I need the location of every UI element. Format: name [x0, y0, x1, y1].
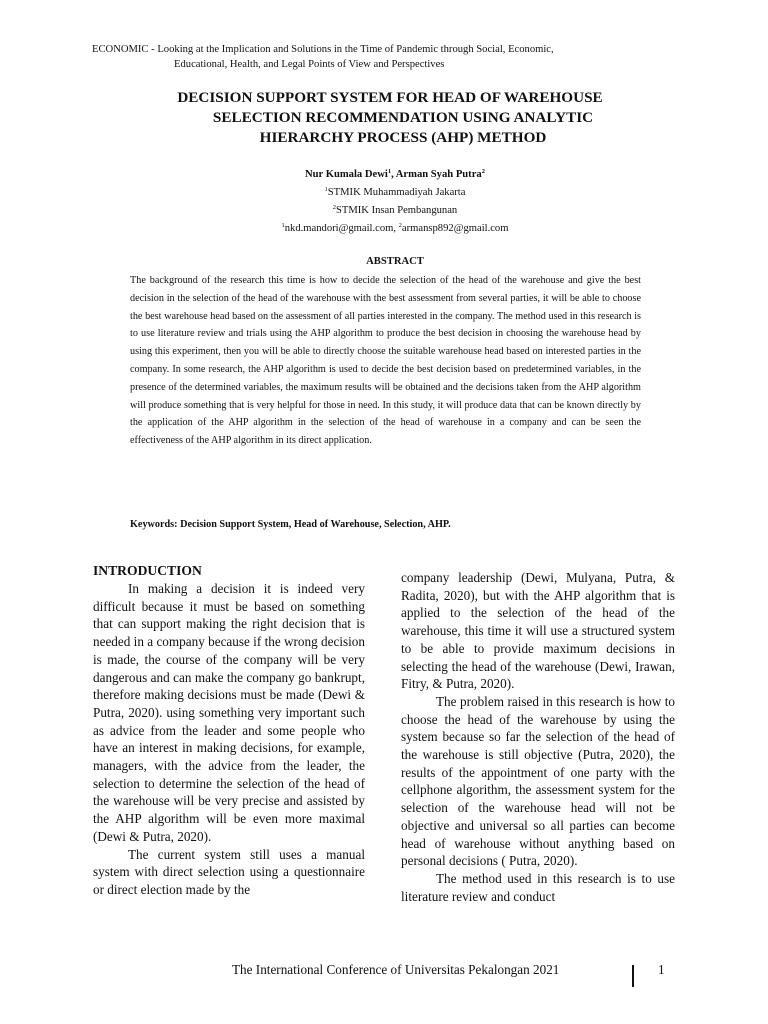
- running-head: [92, 42, 692, 72]
- title-line-1: DECISION SUPPORT SYSTEM FOR HEAD OF WAREHOUSE: [177, 89, 603, 106]
- affiliation-1-text: STMIK Muhammadiyah Jakarta: [327, 187, 466, 198]
- email-2[interactable]: armansp892@gmail.com: [401, 223, 509, 234]
- author-separator: ,: [391, 169, 396, 180]
- paper-title: [110, 88, 670, 148]
- introduction-heading: INTRODUCTION: [93, 563, 202, 578]
- running-head-line-2: Educational, Health, and Legal Points of View and Perspectives: [174, 59, 445, 70]
- author-1-sup: 1: [387, 168, 392, 175]
- author-2-sup: 2: [481, 168, 485, 175]
- author-names: [130, 166, 660, 184]
- email-2-sup: 2: [398, 222, 402, 229]
- affiliation-1: [130, 184, 660, 202]
- author-1-name: Nur Kumala Dewi: [305, 169, 388, 180]
- left-column: [93, 562, 365, 899]
- affiliation-2-text: STMIK Insan Pembangunan: [336, 205, 458, 216]
- keywords: Keywords: Decision Support System, Head of Warehouse, Selection, AHP.: [130, 519, 451, 530]
- footer-divider: [632, 965, 634, 987]
- title-line-3: HIERARCHY PROCESS (AHP) METHOD: [259, 129, 547, 146]
- abstract-text: The background of the research this time is how to decide the selection of the head of the warehouse and give the best decision in the selection of the head of the warehouse with the best assessment from several parties, it will be able to choose the best warehouse head based on the assessment of all parties interested in the company. The method used in this research is to use literature review and trials using the AHP algorithm to produce the best decision in choosing the warehouse head by using this experiment, then you will be able to directly choose the suitable warehouse head based on interested parties in the company. In some research, the AHP algorithm is used to decide the best decision based on predetermined variables, in the presence of the determined variables, the maximum results will be obtained and the decisions taken from the AHP algorithm will produce something that is very helpful for those in need. In this study, it will produce data that can be known directly by the application of the AHP algorithm in the selection of the head of warehouse in a company and can be seen the effectiveness of the AHP algorithm in its direct application.: [130, 275, 641, 447]
- title-line-2: SELECTION RECOMMENDATION USING ANALYTIC: [212, 109, 594, 126]
- introduction-paragraph-2: The current system still uses a manual system with direct selection using a questionnaire or direct election made by the: [93, 846, 365, 897]
- author-emails: [130, 220, 660, 238]
- introduction-paragraph-4: The problem raised in this research is how to choose the head of the warehouse by using the system because so far the selection of the head of the warehouse is still objective (Putra, 2020), the results of the appointment of one party with the cellphone algorithm, the assessment system for the selection of the warehouse head will not be objective and universal so all parties can become head of warehouse without anything based on personal decisions ( Putra, 2020).: [401, 693, 675, 869]
- introduction-paragraph-5: The method used in this research is to use literature review and conduct: [401, 870, 675, 904]
- abstract-heading: ABSTRACT: [366, 256, 424, 267]
- introduction-paragraph-1: In making a decision it is indeed very difficult because it must be based on something that can support making the right decision that is needed in a company because if the wrong decision is made, the course of the company will be very dangerous and can make the company go bankrupt, therefore making decisions must be made (Dewi & Putra, 2020). using something very important such as advice from the leader and some people who have an interest in making decisions, for example, managers, with the advice from the leader, the selection to determine the selection of the head of the warehouse will be very precise and assisted by the AHP algorithm will be even more maximal (Dewi & Putra, 2020).: [93, 581, 365, 844]
- affiliation-2: [130, 202, 660, 220]
- affiliation-2-sup: 2: [332, 204, 336, 211]
- introduction-paragraph-3: company leadership (Dewi, Mulyana, Putra, & Radita, 2020), but with the AHP algorithm that is applied to the selection of the head of the warehouse, this time it will use a structured system to be able to provide maximum decisions in selecting the head of the warehouse (Dewi, Irawan, Fitry, & Putra, 2020).: [401, 570, 675, 692]
- running-head-line-1: ECONOMIC - Looking at the Implication and Solutions in the Time of Pandemic through Social, Economic,: [92, 44, 554, 55]
- right-column: [401, 569, 675, 905]
- email-1-sup: 1: [281, 222, 285, 229]
- affiliation-1-sup: 1: [324, 186, 328, 193]
- email-separator: ,: [393, 223, 399, 234]
- author-block: [130, 166, 660, 238]
- email-1[interactable]: nkd.mandori@gmail.com: [284, 223, 394, 234]
- page-number: 1: [658, 962, 665, 977]
- author-2-name: Arman Syah Putra: [395, 169, 482, 180]
- footer-conference: The International Conference of Universitas Pekalongan 2021: [232, 962, 560, 977]
